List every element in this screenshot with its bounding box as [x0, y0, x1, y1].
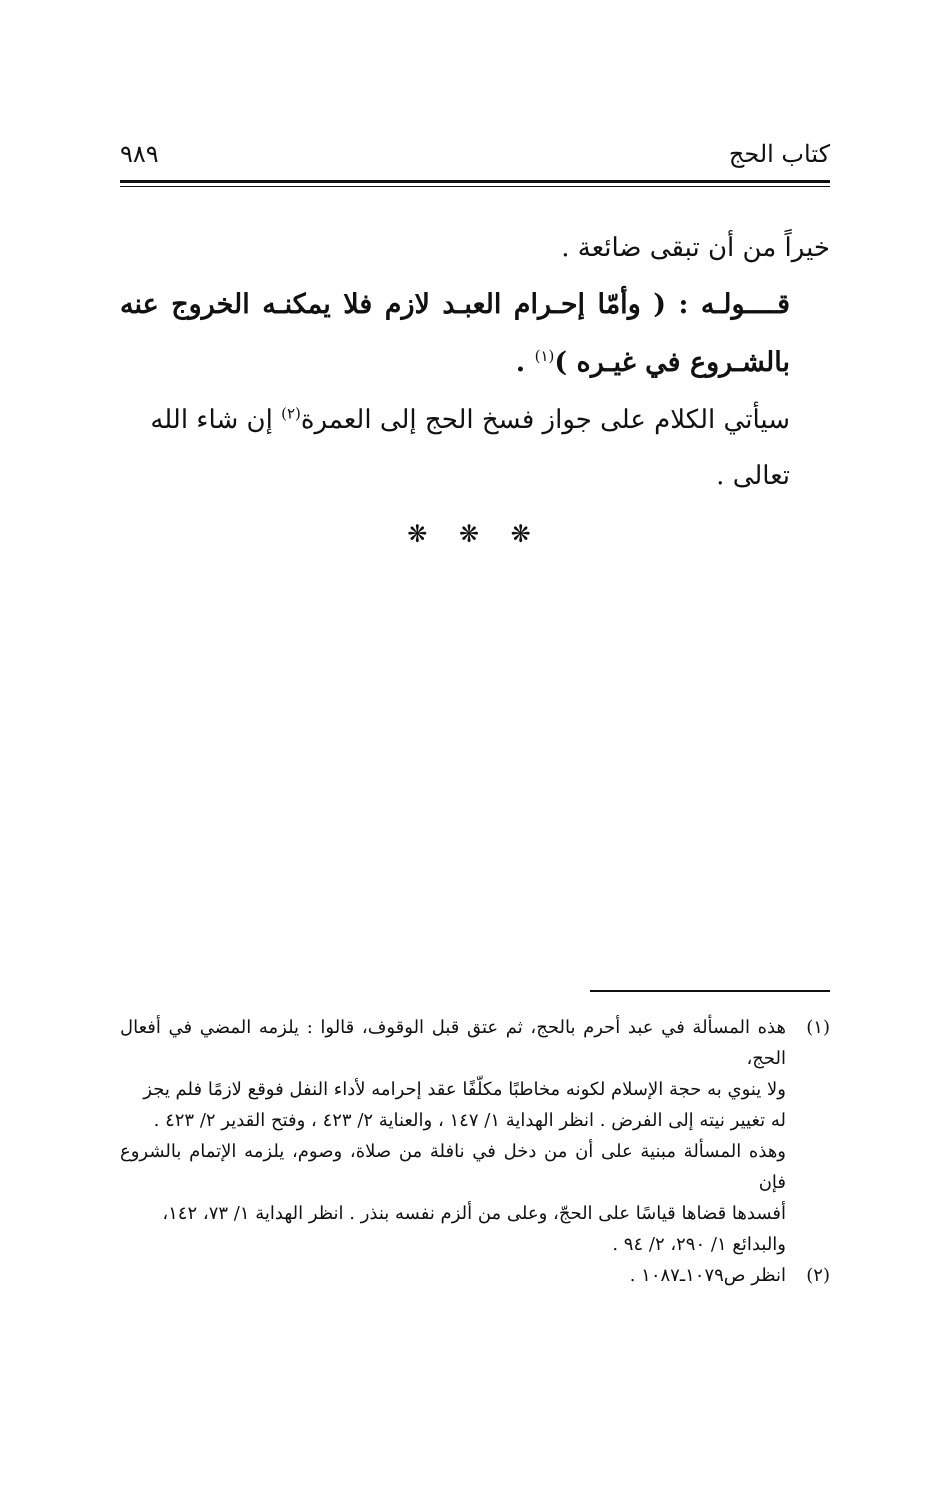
- footnote-number: (١): [806, 1017, 830, 1038]
- paragraph-text-end: إن شاء الله تعالى .: [150, 405, 790, 491]
- quoted-statement: [120, 276, 830, 392]
- footnote-ref: (١): [534, 347, 555, 365]
- footnote-line: انظر ص١٠٧٩ـ١٠٨٧ .: [629, 1265, 786, 1286]
- footnote-body: [120, 1260, 786, 1291]
- footnote: [120, 1012, 830, 1260]
- footnote-number: (٢): [806, 1265, 830, 1286]
- quote-text: قــــولـه : ( وأمّا إحـرام العبـد لازم فلا يمكنـه الخروج عنه بالشـروع في غيـره ): [120, 289, 790, 378]
- footnote-line: ولا ينوي به حجة الإسلام لكونه مخاطبًا مكلّفًا عقد إحرامه لأداء النفل فوقع لازمًا فلم يجز: [143, 1079, 786, 1100]
- section-separator: ❋ ❋ ❋: [407, 520, 543, 548]
- main-text: [120, 220, 830, 504]
- chapter-title: كتاب الحج: [728, 140, 830, 168]
- header-rule-thin: [120, 186, 830, 187]
- footnote-ref: (٢): [281, 404, 301, 423]
- running-header: [120, 140, 830, 180]
- page-number: ٩٨٩: [120, 140, 159, 168]
- footnote-line: أفسدها قضاها قياسًا على الحجّ، وعلى من ألزم نفسه بنذر . انظر الهداية ١/ ٧٣، ١٤٢،: [162, 1203, 786, 1224]
- quote-end: .: [515, 347, 535, 378]
- footnotes: [120, 1012, 830, 1291]
- paragraph-text: سيأتي الكلام على جواز فسخ الحج إلى العمرة: [300, 405, 790, 435]
- header-rule: [120, 180, 830, 183]
- footnote-rule: [590, 990, 830, 992]
- footnote-line: وهذه المسألة مبنية على أن من دخل في نافلة من صلاة، وصوم، يلزمه الإتمام بالشروع فإن: [120, 1141, 786, 1193]
- footnote-line: هذه المسألة في عبد أحرم بالحج، ثم عتق قبل الوقوف، قالوا : يلزمه المضي في أفعال الحج،: [120, 1017, 786, 1069]
- paragraph: [120, 392, 830, 504]
- footnote-line: له تغيير نيته إلى الفرض . انظر الهداية ١/ ١٤٧ ، والعناية ٢/ ٤٢٣ ، وفتح القدير ٢/ ٤٢٣ .: [153, 1110, 786, 1131]
- footnote: [120, 1260, 830, 1291]
- paragraph: [120, 220, 830, 276]
- footnote-body: [120, 1012, 786, 1260]
- paragraph-text: خيراً من أن تبقى ضائعة .: [561, 233, 830, 263]
- footnote-line: والبدائع ١/ ٢٩٠، ٢/ ٩٤ .: [612, 1234, 786, 1255]
